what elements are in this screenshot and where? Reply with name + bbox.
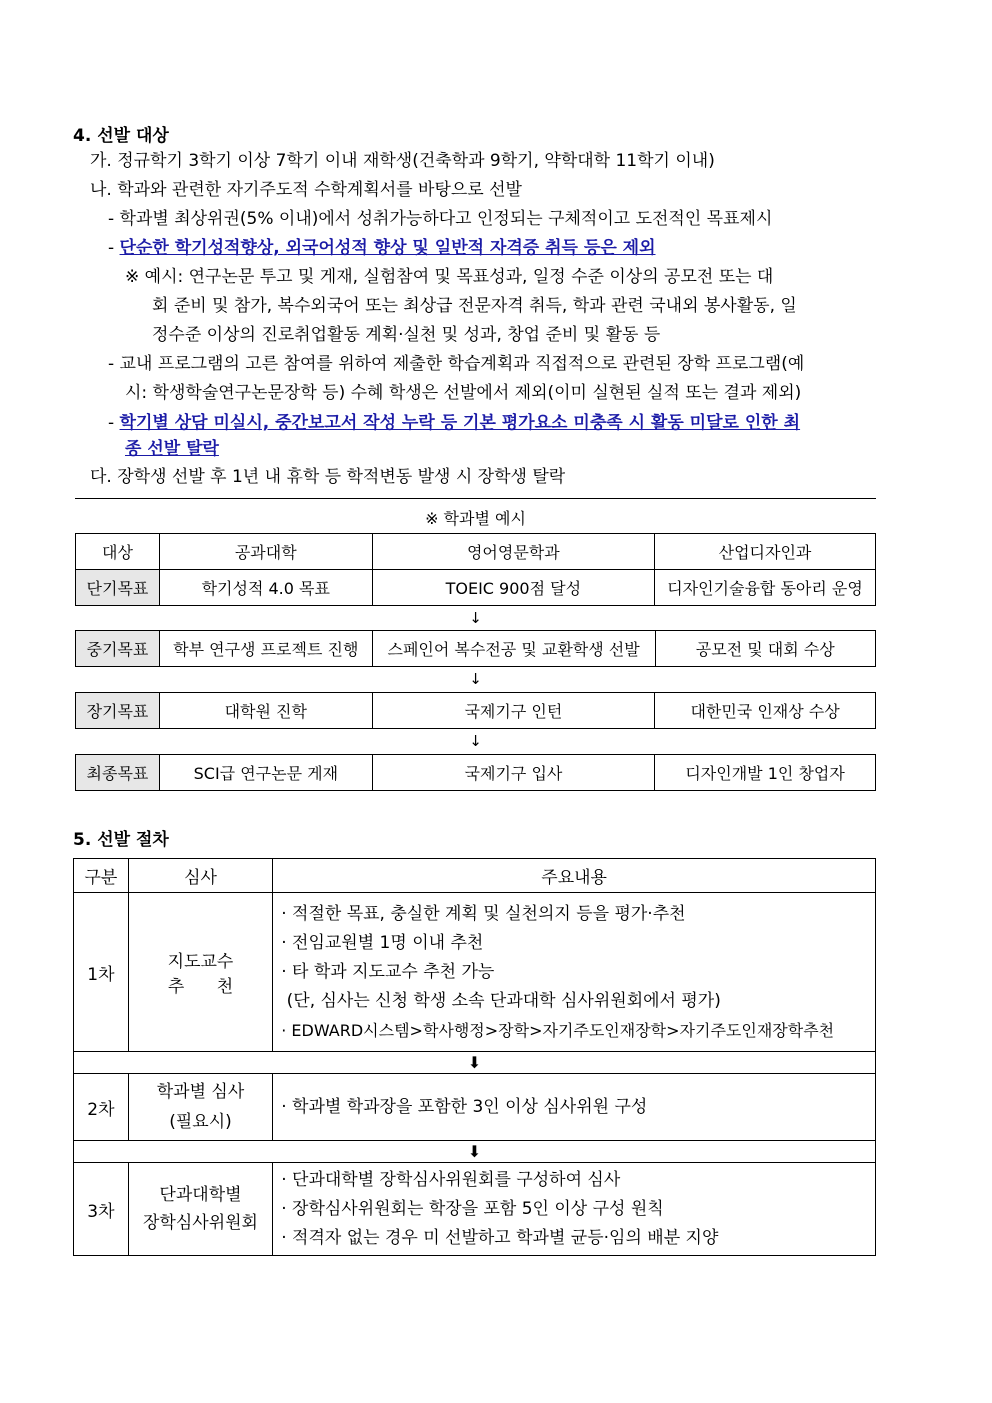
- list-item: · 적절한 목표, 충실한 계획 및 실천의지 등을 평가·추천: [281, 903, 686, 924]
- stage-review: [128, 1074, 272, 1141]
- table-row: [76, 570, 876, 606]
- down-arrow-icon: ↓: [469, 670, 482, 688]
- cell: 학부 연구생 프로젝트 진행: [159, 631, 372, 667]
- criteria-bullet-4-line-1: [108, 412, 800, 434]
- example-table-header: [75, 533, 876, 606]
- row-label: 장기목표: [76, 693, 160, 729]
- dropout-text-cont: 종 선발 탈락: [125, 439, 219, 459]
- cell: SCI급 연구논문 게재: [159, 755, 372, 791]
- down-arrow-icon: ↓: [469, 732, 482, 750]
- list-item: (단, 심사는 신청 학생 소속 단과대학 심사위원회에서 평가): [281, 990, 721, 1011]
- down-arrow-icon: ↓: [469, 609, 482, 627]
- stage-2-row: [74, 1074, 876, 1141]
- criteria-da: 다. 장학생 선발 후 1년 내 휴학 등 학적변동 발생 시 장학생 탈락: [90, 467, 566, 487]
- example-table-mid: [75, 630, 876, 667]
- stage-label: 1차: [74, 893, 129, 1052]
- section-5-heading: 5. 선발 절차: [73, 830, 169, 850]
- example-note-line-3: 정수준 이상의 진로취업활동 계획·실천 및 성과, 창업 준비 및 활동 등: [152, 325, 661, 345]
- review-line-1: 학과별 심사: [156, 1082, 245, 1102]
- review-line-1: 지도교수: [167, 952, 234, 972]
- review-line-2: 추 천: [167, 977, 234, 997]
- list-item: · 적격자 없는 경우 미 선발하고 학과별 균등·임의 배분 지양: [281, 1227, 719, 1248]
- list-item: · 타 학과 지도교수 추천 가능: [281, 961, 495, 982]
- criteria-na: 나. 학과와 관련한 자기주도적 수학계획서를 바탕으로 선발: [90, 180, 522, 200]
- stage-review: [128, 1163, 272, 1256]
- stage-items: [273, 893, 876, 1052]
- review-line-2: (필요시): [169, 1112, 232, 1132]
- header-target: 대상: [76, 534, 160, 570]
- criteria-ga: 가. 정규학기 3학기 이상 7학기 이내 재학생(건축학과 9학기, 약학대학 11학기 이내): [90, 151, 715, 171]
- stage-label: 3차: [74, 1163, 129, 1256]
- example-note-line-1: ※ 예시: 연구논문 투고 및 게재, 실험참여 및 목표성과, 일정 수준 이상의 공모전 또는 대: [125, 267, 774, 287]
- table-row: [76, 631, 876, 667]
- bullet-dash: -: [108, 238, 120, 258]
- example-caption: ※ 학과별 예시: [425, 509, 526, 528]
- criteria-bullet-4-line-2: [125, 438, 219, 460]
- header-category: 구분: [74, 859, 129, 893]
- list-item: · 전임교원별 1명 이내 추천: [281, 932, 484, 953]
- down-arrow-icon: ⬇: [74, 1141, 876, 1163]
- review-line-2: 장학심사위원회: [143, 1213, 258, 1233]
- table-row: [76, 755, 876, 791]
- exclusion-text: 단순한 학기성적향상, 외국어성적 향상 및 일반적 자격증 취득 등은 제외: [119, 238, 656, 258]
- cell: 학기성적 4.0 목표: [159, 570, 372, 606]
- header-design: 산업디자인과: [655, 534, 876, 570]
- list-item: · 장학심사위원회는 학장을 포함 5인 이상 구성 원칙: [281, 1198, 664, 1219]
- dropout-text: 학기별 상담 미실시, 중간보고서 작성 누락 등 기본 평가요소 미충족 시 활동 미달로 인한 최: [119, 413, 801, 433]
- stage-1-row: [74, 893, 876, 1052]
- row-label: 중기목표: [76, 631, 160, 667]
- cell: 스페인어 복수전공 및 교환학생 선발: [372, 631, 655, 667]
- table-row: [76, 693, 876, 729]
- criteria-bullet-2: [108, 237, 656, 259]
- header-content: 주요내용: [273, 859, 876, 893]
- header-english: 영어영문학과: [372, 534, 654, 570]
- stage-items: [273, 1163, 876, 1256]
- example-table-long: [75, 692, 876, 729]
- cell: TOEIC 900점 달성: [372, 570, 654, 606]
- row-label: 단기목표: [76, 570, 160, 606]
- example-top-rule: [75, 498, 876, 499]
- cell: 공모전 및 대회 수상: [655, 631, 875, 667]
- header-review: 심사: [128, 859, 272, 893]
- criteria-bullet-3-line-1: - 교내 프로그램의 고른 참여를 위하여 제출한 학습계획과 직접적으로 관련된 장학 프로그램(예: [108, 354, 805, 374]
- list-item: · 단과대학별 장학심사위원회를 구성하여 심사: [281, 1169, 621, 1190]
- review-line-1: 단과대학별: [159, 1185, 242, 1205]
- procedure-table: [73, 858, 876, 1256]
- example-note-line-2: 회 준비 및 참가, 복수외국어 또는 최상급 전문자격 취득, 학과 관련 국내외 봉사활동, 일: [152, 296, 797, 316]
- down-arrow-icon: ⬇: [74, 1052, 876, 1074]
- stage-review: [128, 893, 272, 1052]
- stage-label: 2차: [74, 1074, 129, 1141]
- example-table-final: [75, 754, 876, 791]
- section-4-heading: 4. 선발 대상: [73, 126, 169, 146]
- cell: 국제기구 인턴: [372, 693, 655, 729]
- header-engineering: 공과대학: [159, 534, 372, 570]
- cell: 디자인개발 1인 창업자: [655, 755, 876, 791]
- cell: 디자인기술융합 동아리 운영: [655, 570, 876, 606]
- list-item: · EDWARD시스템>학사행정>장학>자기주도인재장학>자기주도인재장학추천: [281, 1020, 835, 1040]
- list-item: · 학과별 학과장을 포함한 3인 이상 심사위원 구성: [281, 1096, 648, 1117]
- bullet-dash: -: [108, 413, 120, 433]
- criteria-bullet-1: - 학과별 최상위권(5% 이내)에서 성취가능하다고 인정되는 구체적이고 도전적인 목표제시: [108, 209, 773, 229]
- stage-items: [273, 1074, 876, 1141]
- cell: 대학원 진학: [159, 693, 372, 729]
- criteria-bullet-3-line-2: 시: 학생학술연구논문장학 등) 수혜 학생은 선발에서 제외(이미 실현된 실적 또는 결과 제외): [125, 383, 802, 403]
- stage-3-row: [74, 1163, 876, 1256]
- cell: 대한민국 인재상 수상: [655, 693, 876, 729]
- cell: 국제기구 입사: [372, 755, 654, 791]
- row-label: 최종목표: [76, 755, 160, 791]
